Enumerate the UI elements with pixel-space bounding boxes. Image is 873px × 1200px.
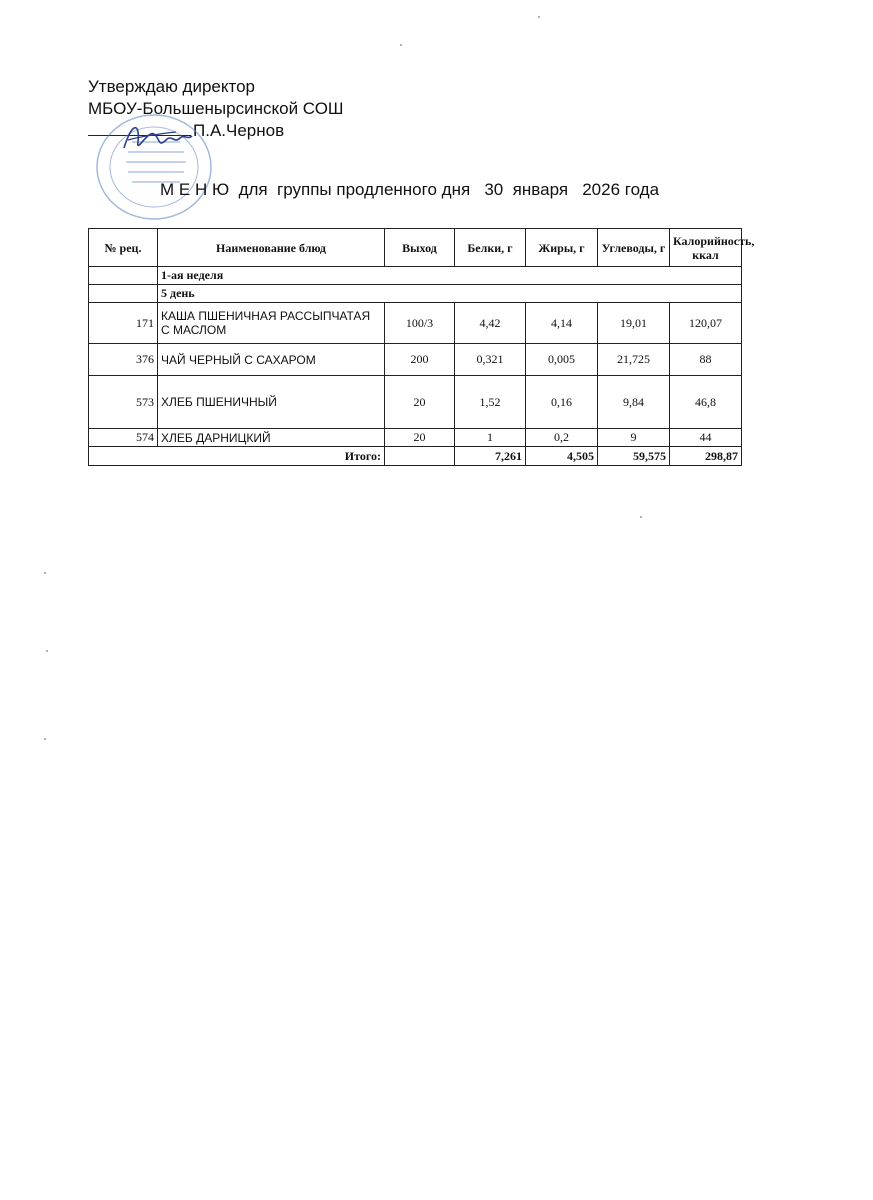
cell-fat: 0,005 — [526, 344, 598, 376]
cell-carbs: 21,725 — [598, 344, 670, 376]
total-label: Итого: — [89, 447, 385, 466]
signer-name: П.А.Чернов — [193, 121, 285, 140]
cell-kcal: 88 — [670, 344, 742, 376]
menu-title: М Е Н Ю для группы продленного дня 30 января 2026 года — [160, 180, 660, 199]
total-fat: 4,505 — [526, 447, 598, 466]
cell-kcal: 120,07 — [670, 303, 742, 344]
cell-fat: 0,2 — [526, 429, 598, 447]
total-output-blank — [385, 447, 455, 466]
header-fat: Жиры, г — [526, 229, 598, 267]
cell-output: 20 — [385, 376, 455, 429]
cell-fat: 0,16 — [526, 376, 598, 429]
total-protein: 7,261 — [455, 447, 526, 466]
header-carbs: Углеводы, г — [598, 229, 670, 267]
scan-speck — [538, 16, 540, 18]
cell-name: ХЛЕБ ДАРНИЦКИЙ — [158, 429, 385, 447]
table-header-row — [89, 229, 742, 267]
cell-rec: 171 — [89, 303, 158, 344]
day-row — [89, 285, 742, 303]
table-row — [89, 344, 742, 376]
cell-carbs: 9 — [598, 429, 670, 447]
week-blank — [89, 267, 158, 285]
cell-protein: 4,42 — [455, 303, 526, 344]
cell-carbs: 9,84 — [598, 376, 670, 429]
cell-output: 200 — [385, 344, 455, 376]
table-row — [89, 376, 742, 429]
menu-table — [88, 228, 755, 466]
day-blank — [89, 285, 158, 303]
cell-output: 20 — [385, 429, 455, 447]
header-protein: Белки, г — [455, 229, 526, 267]
cell-fat: 4,14 — [526, 303, 598, 344]
approval-line-2: МБОУ-Большенырсинской СОШ — [88, 99, 344, 118]
total-kcal: 298,87 — [670, 447, 742, 466]
scan-speck — [640, 516, 642, 518]
cell-name: ХЛЕБ ПШЕНИЧНЫЙ — [158, 376, 385, 429]
week-label: 1-ая неделя — [158, 267, 742, 285]
cell-rec: 376 — [89, 344, 158, 376]
table-row — [89, 429, 742, 447]
header-name: Наименование блюд — [158, 229, 385, 267]
cell-output: 100/3 — [385, 303, 455, 344]
total-carbs: 59,575 — [598, 447, 670, 466]
header-output: Выход — [385, 229, 455, 267]
scan-speck — [44, 738, 46, 740]
scan-speck — [46, 650, 48, 652]
handwritten-signature-icon — [118, 118, 198, 158]
cell-kcal: 44 — [670, 429, 742, 447]
day-label: 5 день — [158, 285, 742, 303]
cell-name: КАША ПШЕНИЧНАЯ РАССЫПЧАТАЯ С МАСЛОМ — [158, 303, 385, 344]
scan-speck — [44, 572, 46, 574]
week-row — [89, 267, 742, 285]
cell-kcal: 46,8 — [670, 376, 742, 429]
cell-name: ЧАЙ ЧЕРНЫЙ С САХАРОМ — [158, 344, 385, 376]
header-rec: № рец. — [89, 229, 158, 267]
total-row — [89, 447, 742, 466]
table-row — [89, 303, 742, 344]
cell-protein: 1,52 — [455, 376, 526, 429]
approval-line-1: Утверждаю директор — [88, 77, 256, 96]
cell-rec: 574 — [89, 429, 158, 447]
scan-speck — [400, 44, 402, 46]
cell-protein: 0,321 — [455, 344, 526, 376]
header-kcal: Калорийность, ккал — [670, 229, 742, 267]
cell-carbs: 19,01 — [598, 303, 670, 344]
cell-rec: 573 — [89, 376, 158, 429]
cell-protein: 1 — [455, 429, 526, 447]
